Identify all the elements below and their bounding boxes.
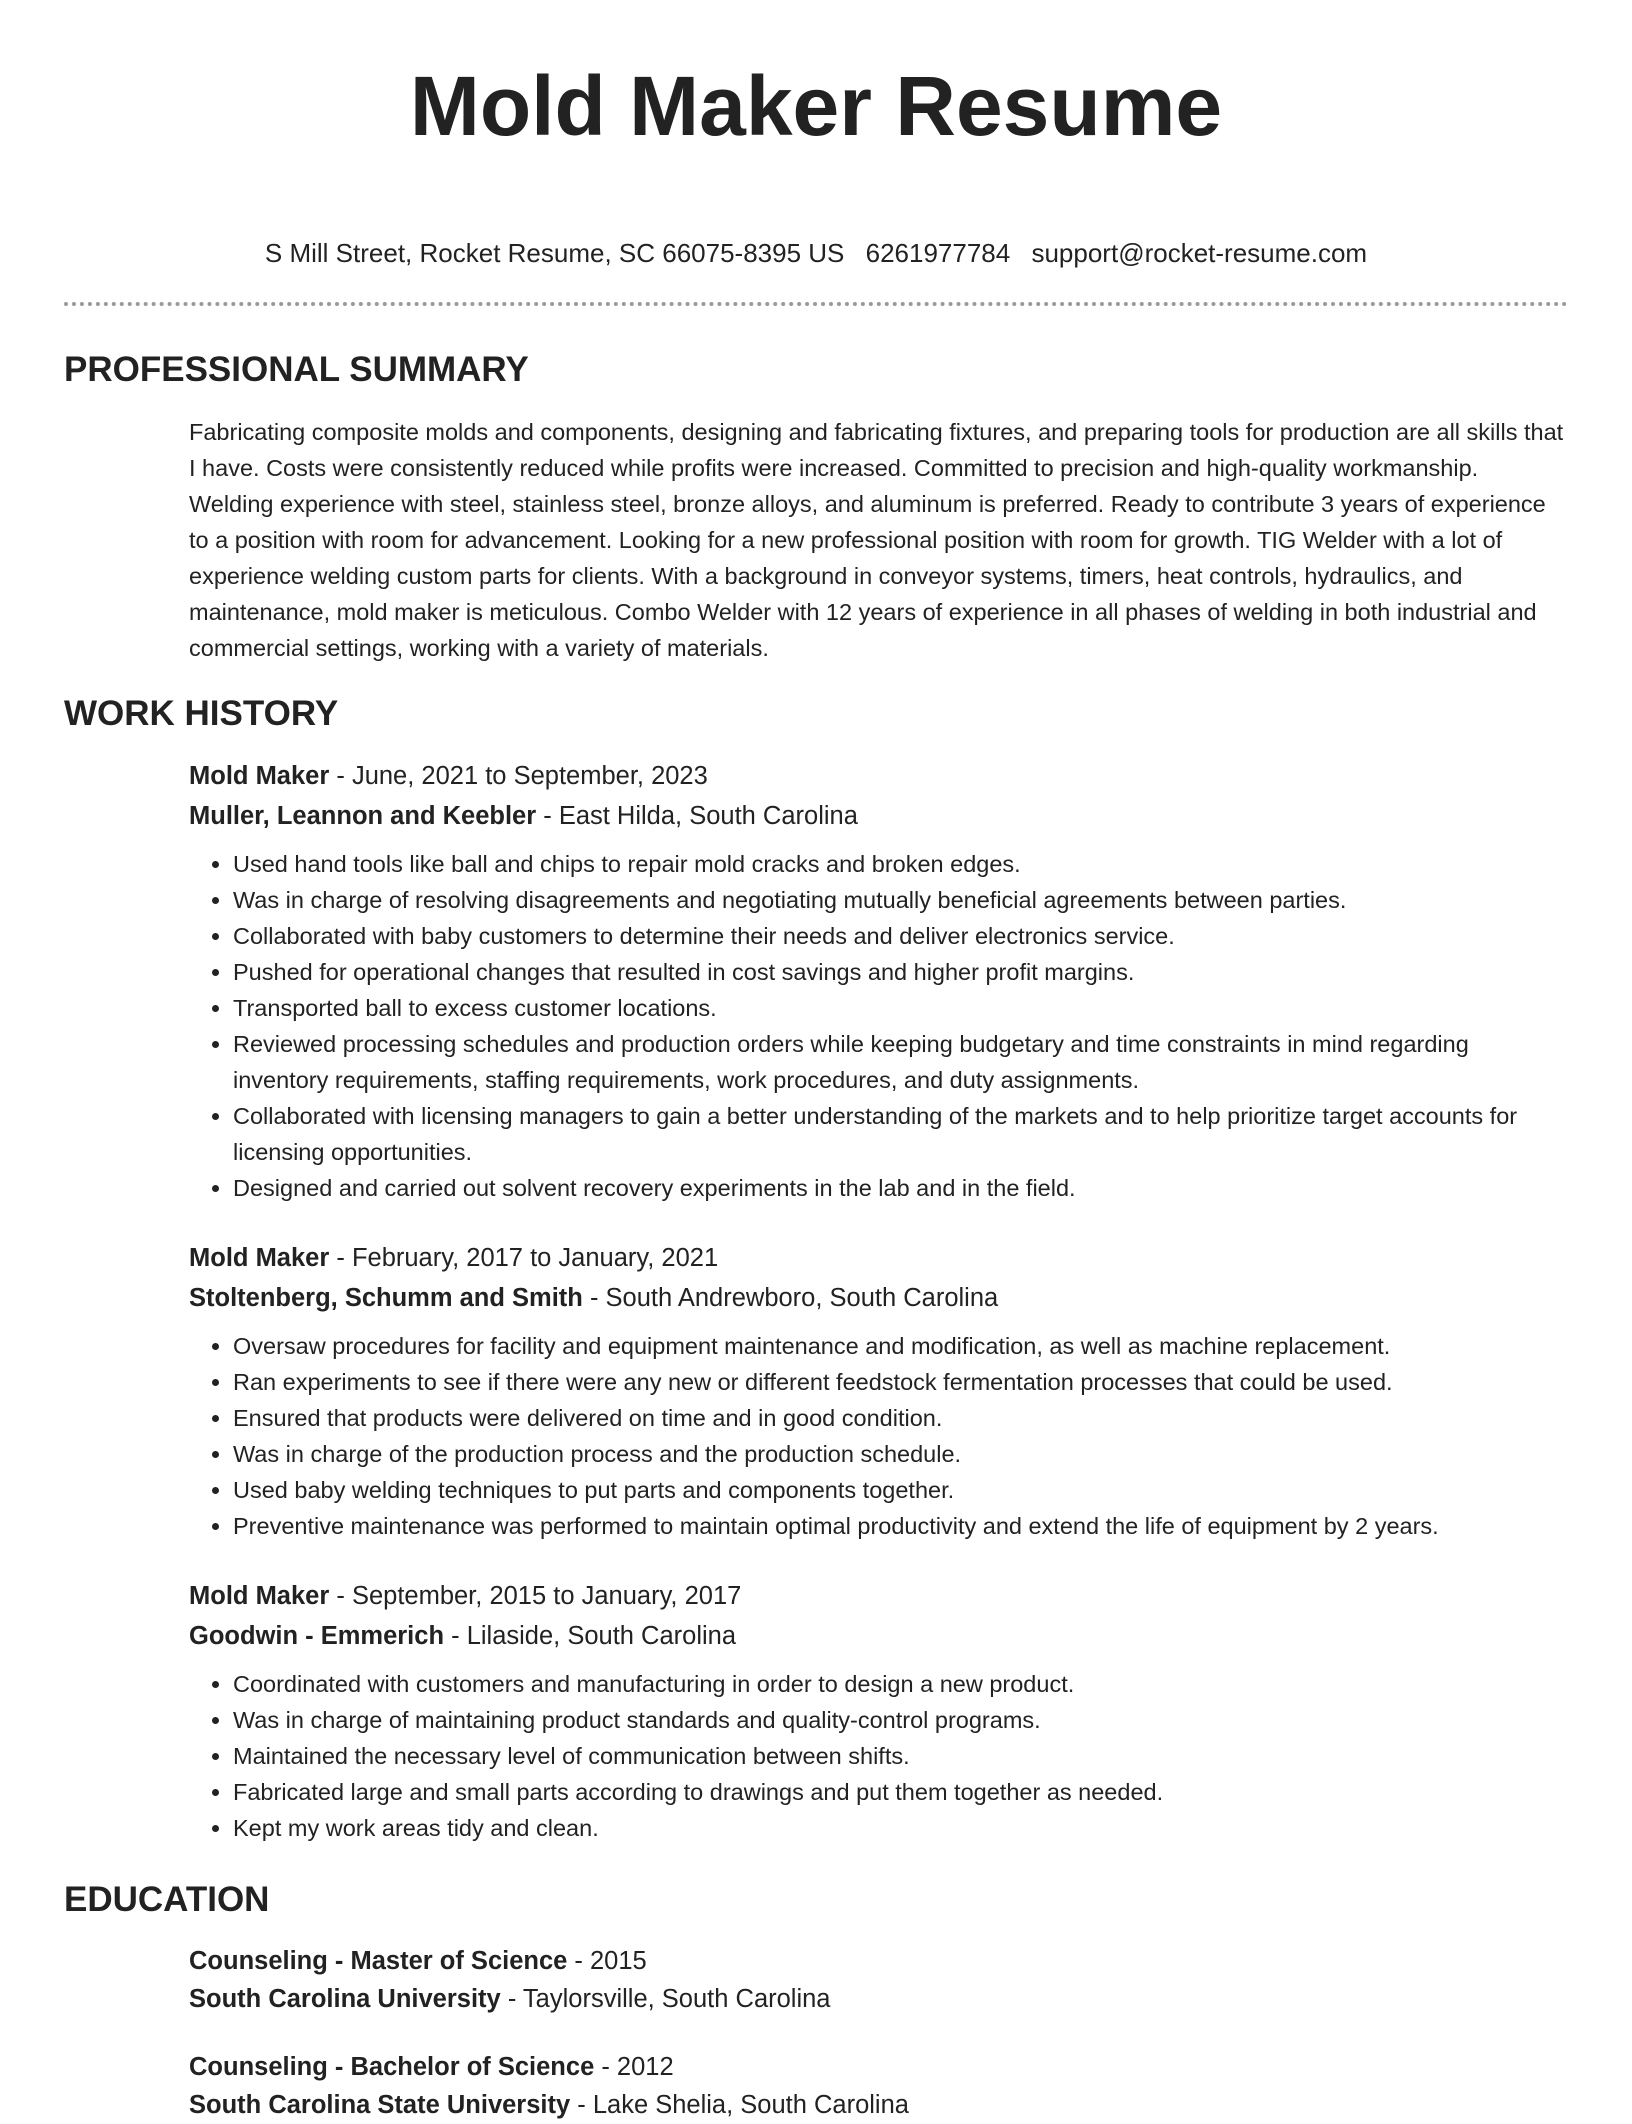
list-item: • Maintained the necessary level of communication between shifts. xyxy=(233,1738,1568,1774)
contact-email: support@rocket-resume.com xyxy=(1031,238,1368,268)
list-item: • Used hand tools like ball and chips to repair mold cracks and broken edges. xyxy=(233,846,1568,882)
contact-address: S Mill Street, Rocket Resume, SC 66075-8395 US xyxy=(264,238,845,268)
education-year: - 2012 xyxy=(594,2053,674,2081)
job-title-line xyxy=(189,1238,1568,1278)
job-bullets xyxy=(189,1666,1568,1846)
education-school: South Carolina University xyxy=(189,1985,501,2013)
list-item: • Preventive maintenance was performed to maintain optimal productivity and extend the life of equipment by 2 years. xyxy=(233,1508,1568,1544)
list-item: • Transported ball to excess customer locations. xyxy=(233,990,1568,1026)
job-company-line xyxy=(189,796,1568,836)
summary-text: Fabricating composite molds and components, designing and fabricating fixtures, and preparing tools for production are all skills that I have. Costs were consistently reduced while profits were increased. Committed to precision and high-quality workmanship. Welding experience with steel, stainless steel, bronze alloys, and aluminum is preferred. Ready to contribute 3 years of experience to a position with room for advancement. Looking for a new professional position with room for growth. TIG Welder with a lot of experience welding custom parts for clients. With a background in conveyor systems, timers, heat controls, hydraulics, and maintenance, mold maker is meticulous. Combo Welder with 12 years of experience in all phases of welding in both industrial and commercial settings, working with a variety of materials. xyxy=(189,419,1564,661)
education-year: - 2015 xyxy=(567,1947,647,1975)
job-location: - Lilaside, South Carolina xyxy=(444,1622,737,1650)
list-item: • Collaborated with baby customers to determine their needs and deliver electronics service. xyxy=(233,918,1568,954)
list-item: • Was in charge of resolving disagreements and negotiating mutually beneficial agreements between parties. xyxy=(233,882,1568,918)
job-title: Mold Maker xyxy=(189,1582,330,1610)
education-heading: EDUCATION xyxy=(64,1880,270,1919)
education-location: - Taylorsville, South Carolina xyxy=(500,1985,831,2013)
list-item: • Was in charge of maintaining product standards and quality-control programs. xyxy=(233,1702,1568,1738)
contact-phone: 6261977784 xyxy=(865,238,1011,268)
page-title: Mold Maker Resume xyxy=(409,59,1223,153)
header-divider xyxy=(64,302,1568,306)
job-company: Stoltenberg, Schumm and Smith xyxy=(189,1284,583,1312)
education-entry xyxy=(189,1942,1568,2018)
job-company: Goodwin - Emmerich xyxy=(189,1622,445,1650)
list-item: • Fabricated large and small parts according to drawings and put them together as needed. xyxy=(233,1774,1568,1810)
education-school-line xyxy=(189,1980,1568,2018)
education-location: - Lake Shelia, South Carolina xyxy=(570,2091,909,2119)
list-item: • Pushed for operational changes that resulted in cost savings and higher profit margins. xyxy=(233,954,1568,990)
education-entry xyxy=(189,2048,1568,2124)
education-degree-line xyxy=(189,2048,1568,2086)
list-item: • Ran experiments to see if there were any new or different feedstock fermentation processes that could be used. xyxy=(233,1364,1568,1400)
list-item: • Coordinated with customers and manufacturing in order to design a new product. xyxy=(233,1666,1568,1702)
list-item: • Oversaw procedures for facility and equipment maintenance and modification, as well as machine replacement. xyxy=(233,1328,1568,1364)
summary-heading: PROFESSIONAL SUMMARY xyxy=(64,350,529,389)
list-item: • Was in charge of the production process and the production schedule. xyxy=(233,1436,1568,1472)
job-location: - South Andrewboro, South Carolina xyxy=(582,1284,999,1312)
education-school: South Carolina State University xyxy=(189,2091,571,2119)
contact-line xyxy=(64,236,1568,270)
list-item: • Designed and carried out solvent recovery experiments in the lab and in the field. xyxy=(233,1170,1568,1206)
work-history-heading: WORK HISTORY xyxy=(64,694,339,733)
list-item: • Reviewed processing schedules and production orders while keeping budgetary and time constraints in mind regarding inventory requirements, staffing requirements, work procedures, and duty assignments. xyxy=(233,1026,1568,1098)
job-title: Mold Maker xyxy=(189,762,330,790)
job-title: Mold Maker xyxy=(189,1244,330,1272)
job-location: - East Hilda, South Carolina xyxy=(536,802,858,830)
job-company-line xyxy=(189,1616,1568,1656)
list-item: • Kept my work areas tidy and clean. xyxy=(233,1810,1568,1846)
job-dates: - June, 2021 to September, 2023 xyxy=(329,762,708,790)
job-dates: - February, 2017 to January, 2021 xyxy=(329,1244,719,1272)
list-item: • Used baby welding techniques to put parts and components together. xyxy=(233,1472,1568,1508)
education-degree-line xyxy=(189,1942,1568,1980)
job-entry xyxy=(189,1238,1568,1544)
job-title-line xyxy=(189,756,1568,796)
job-company: Muller, Leannon and Keebler xyxy=(189,802,537,830)
job-bullets xyxy=(189,1328,1568,1544)
list-item: • Ensured that products were delivered on time and in good condition. xyxy=(233,1400,1568,1436)
job-dates: - September, 2015 to January, 2017 xyxy=(329,1582,742,1610)
job-title-line xyxy=(189,1576,1568,1616)
job-bullets xyxy=(189,846,1568,1206)
job-entry xyxy=(189,1576,1568,1846)
list-item: • Collaborated with licensing managers to gain a better understanding of the markets and to help prioritize target accounts for licensing opportunities. xyxy=(233,1098,1568,1170)
job-company-line xyxy=(189,1278,1568,1318)
education-degree: Counseling - Master of Science xyxy=(189,1947,568,1975)
education-school-line xyxy=(189,2086,1568,2124)
job-entry xyxy=(189,756,1568,1206)
education-degree: Counseling - Bachelor of Science xyxy=(189,2053,595,2081)
